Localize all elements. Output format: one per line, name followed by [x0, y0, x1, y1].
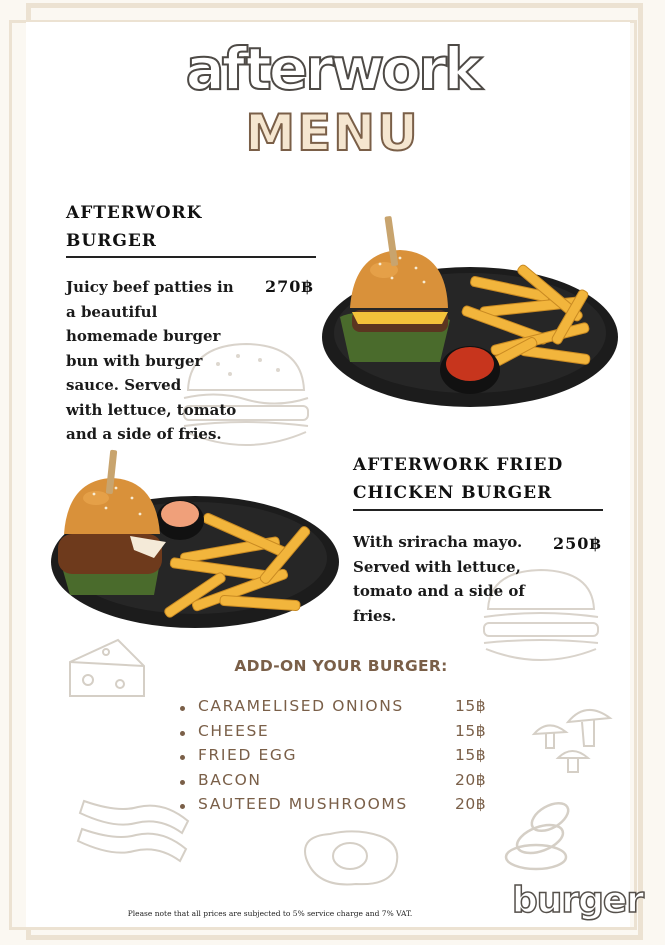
item1-title-line2: BURGER [66, 231, 157, 251]
list-item [180, 795, 500, 820]
desc-line: sauce. Served [66, 376, 182, 394]
item2-title-line2: CHICKEN BURGER [353, 483, 553, 503]
addon-price: 15฿ [455, 721, 487, 740]
burger-logo: burger [512, 880, 644, 921]
item1-title-line1: AFTERWORK [66, 203, 203, 223]
desc-line: With sriracha mayo. [353, 533, 523, 551]
footer-note: Please note that all prices are subjected to 5% service charge and 7% VAT. [127, 909, 413, 918]
addon-name: BACON [198, 770, 262, 789]
bacon-sketch-icon [78, 793, 193, 875]
addons-title: ADD-ON YOUR BURGER: [234, 657, 448, 675]
addon-price: 15฿ [455, 746, 487, 764]
desc-line: Served with lettuce, [353, 557, 521, 576]
item1-description [66, 275, 236, 447]
addons-list [180, 697, 500, 820]
desc-line: tomato and a side of [353, 582, 525, 600]
addon-name: CARAMELISED ONIONS [198, 697, 404, 715]
item1-price: 270฿ [265, 277, 314, 296]
menu-title-menu: MENU [245, 104, 420, 162]
item1-divider [66, 256, 316, 258]
list-item [180, 771, 500, 796]
onion-rings-sketch-icon [500, 795, 578, 877]
item2-title [353, 451, 563, 507]
menu-title-afterwork: afterwork [185, 35, 480, 103]
item2-price: 250฿ [553, 534, 602, 553]
desc-line: and a side of fries. [66, 425, 222, 443]
item2-divider [353, 509, 603, 511]
desc-line: fries. [353, 606, 397, 625]
bullet-icon [180, 780, 185, 785]
list-item [180, 697, 500, 722]
addon-price: 15฿ [455, 697, 487, 715]
mushroom-sketch-icon [532, 700, 614, 776]
bullet-icon [180, 755, 185, 760]
burger-plate-photo [320, 212, 620, 412]
list-item [180, 746, 500, 771]
addon-name: CHEESE [198, 721, 270, 740]
addon-name: SAUTEED MUSHROOMS [198, 795, 408, 813]
desc-line: with lettuce, tomato [66, 400, 237, 419]
bullet-icon [180, 731, 185, 736]
addon-price: 20฿ [455, 770, 487, 789]
desc-line: homemade burger [66, 327, 221, 345]
desc-line: a beautiful [66, 302, 158, 321]
list-item [180, 722, 500, 747]
egg-sketch-icon [296, 828, 404, 890]
chicken-burger-plate-photo [50, 450, 345, 635]
desc-line: bun with burger [66, 351, 203, 370]
bullet-icon [180, 804, 185, 809]
addon-price: 20฿ [455, 795, 487, 813]
item1-title [66, 199, 202, 255]
item2-title-line1: AFTERWORK FRIED [353, 455, 564, 475]
item2-description [353, 530, 525, 628]
bullet-icon [180, 706, 185, 711]
addon-name: FRIED EGG [198, 746, 298, 764]
desc-line: Juicy beef patties in [66, 278, 234, 296]
